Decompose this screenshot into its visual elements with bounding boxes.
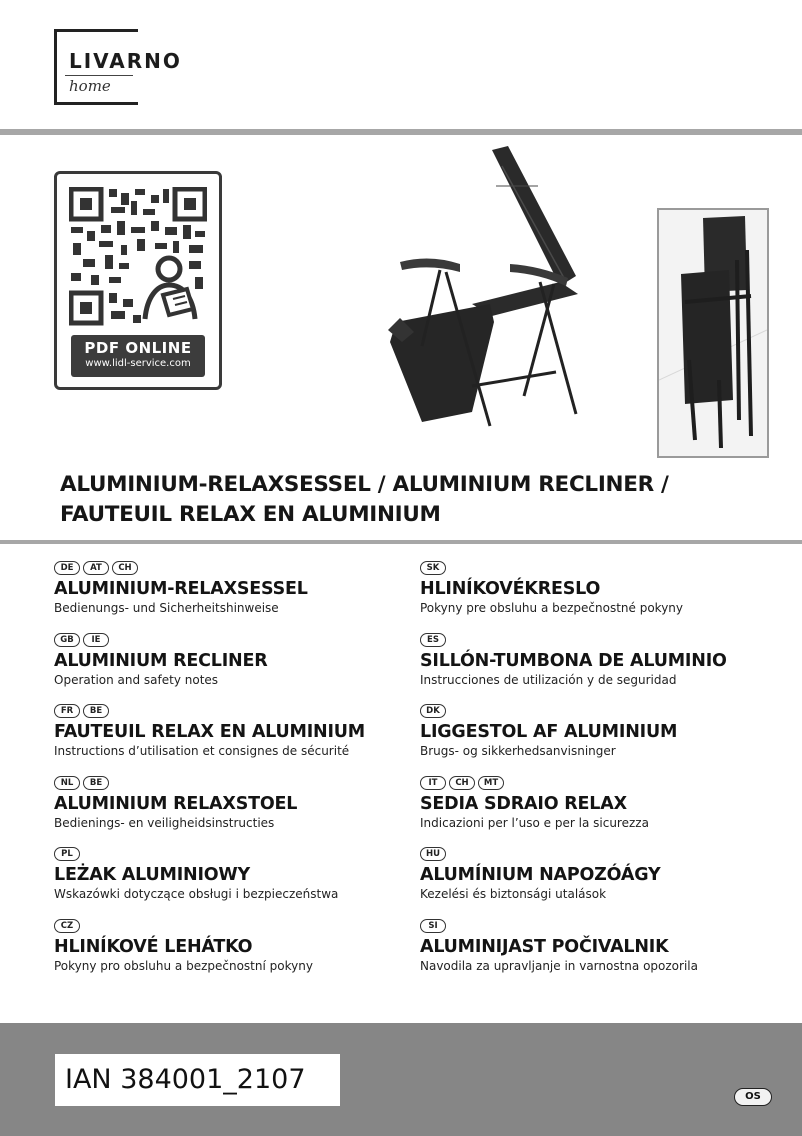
country-code-badge: CZ bbox=[54, 919, 80, 933]
title-line-1: ALUMINIUM-RELAXSESSEL / ALUMINIUM RECLINER / bbox=[60, 472, 669, 497]
language-entry-subtitle: Instrucciones de utilización y de seguridad bbox=[420, 672, 677, 687]
language-entry-title: HLINÍKOVÉ LEHÁTKO bbox=[54, 937, 253, 957]
logo-divider bbox=[65, 75, 133, 76]
language-entry-subtitle: Operation and safety notes bbox=[54, 672, 219, 687]
country-code-badge: BE bbox=[83, 704, 109, 718]
language-entry bbox=[420, 633, 727, 687]
pdf-online-title: PDF ONLINE bbox=[84, 339, 192, 357]
pdf-online-url[interactable]: www.lidl-service.com bbox=[85, 358, 191, 369]
brand-logo bbox=[54, 29, 182, 105]
country-codes bbox=[420, 919, 698, 934]
country-codes bbox=[54, 704, 365, 719]
country-code-badge: CH bbox=[449, 776, 475, 790]
language-entry-subtitle: Pokyny pro obsluhu a bezpečnostní pokyny bbox=[54, 959, 313, 973]
middle-divider bbox=[0, 540, 802, 544]
country-code-badge: MT bbox=[478, 776, 504, 790]
language-entry bbox=[54, 704, 365, 758]
language-entry-title: FAUTEUIL RELAX EN ALUMINIUM bbox=[54, 722, 366, 743]
language-entry-title: ALUMINIUM RECLINER bbox=[54, 650, 268, 671]
country-code-badge: IT bbox=[420, 776, 446, 790]
folded-chair-image bbox=[657, 208, 769, 458]
language-entry-subtitle: Indicazioni per l’uso e per la sicurezza bbox=[420, 815, 649, 830]
country-code-badge: FR bbox=[54, 704, 80, 718]
country-code-badge: SI bbox=[420, 919, 446, 933]
country-code-badge: AT bbox=[83, 561, 109, 575]
logo-brand-text: LIVARNO bbox=[69, 49, 182, 73]
language-entry-subtitle: Instructions d’utilisation et consignes de sécurité bbox=[54, 744, 350, 759]
country-code-badge: IE bbox=[83, 633, 109, 647]
language-entry bbox=[54, 919, 313, 973]
document-title bbox=[60, 470, 780, 530]
country-codes bbox=[54, 847, 338, 862]
country-code-badge: CH bbox=[112, 561, 138, 575]
country-codes bbox=[420, 633, 727, 648]
country-codes bbox=[54, 776, 297, 791]
language-entry-title: LEŻAK ALUMINIOWY bbox=[54, 865, 251, 886]
top-divider bbox=[0, 129, 802, 135]
language-entry-title: HLINÍKOVÉKRESLO bbox=[420, 579, 601, 599]
language-entry bbox=[420, 704, 677, 758]
language-entry bbox=[54, 633, 268, 687]
language-entry-title: SILLÓN-TUMBONA DE ALUMINIO bbox=[420, 650, 727, 671]
country-codes bbox=[420, 776, 649, 791]
folded-chair-illustration bbox=[659, 210, 767, 456]
qr-code-box bbox=[54, 171, 222, 390]
qr-code-icon bbox=[69, 187, 207, 327]
country-code-badge: DE bbox=[54, 561, 80, 575]
language-entry-subtitle: Kezelési és biztonsági utalások bbox=[420, 887, 607, 902]
language-entry-subtitle: Bedienungs- und Sicherheitshinweise bbox=[54, 601, 279, 615]
language-entry bbox=[54, 561, 308, 615]
country-code-badge: GB bbox=[54, 633, 80, 647]
language-entry-title: SEDIA SDRAIO RELAX bbox=[420, 793, 627, 814]
os-badge: OS bbox=[734, 1088, 772, 1106]
language-entry-title: ALUMINIUM RELAXSTOEL bbox=[54, 793, 298, 814]
country-code-badge: SK bbox=[420, 561, 446, 575]
country-code-badge: NL bbox=[54, 776, 80, 790]
country-code-badge: PL bbox=[54, 847, 80, 861]
country-code-badge: BE bbox=[83, 776, 109, 790]
title-line-2: FAUTEUIL RELAX EN ALUMINIUM bbox=[60, 502, 441, 527]
language-entry bbox=[420, 919, 698, 973]
language-entry-title: LIGGESTOL AF ALUMINIUM bbox=[420, 722, 678, 743]
language-entry bbox=[420, 776, 649, 830]
country-code-badge: DK bbox=[420, 704, 446, 718]
reclining-chair-image bbox=[360, 146, 590, 446]
country-code-badge: HU bbox=[420, 847, 446, 861]
ian-number: IAN 384001_2107 bbox=[55, 1054, 340, 1106]
pdf-online-badge[interactable] bbox=[71, 335, 205, 377]
country-codes bbox=[54, 561, 308, 576]
language-entry bbox=[54, 847, 338, 901]
language-entry-subtitle: Wskazówki dotyczące obsługi i bezpieczeństwa bbox=[54, 887, 339, 902]
country-codes bbox=[420, 561, 683, 576]
country-code-badge: ES bbox=[420, 633, 446, 647]
language-entry-subtitle: Brugs- og sikkerhedsanvisninger bbox=[420, 744, 616, 759]
country-codes bbox=[420, 704, 677, 719]
language-entry-subtitle: Pokyny pre obsluhu a bezpečnostné pokyny bbox=[420, 601, 684, 615]
country-codes bbox=[420, 847, 660, 862]
language-entry-subtitle: Navodila za upravljanje in varnostna opozorila bbox=[420, 959, 698, 973]
language-entry bbox=[420, 561, 683, 615]
language-entry bbox=[420, 847, 660, 901]
language-entry-title: ALUMÍNIUM NAPOZÓÁGY bbox=[420, 865, 661, 886]
language-entry-subtitle: Bedienings- en veiligheidsinstructies bbox=[54, 815, 275, 830]
country-codes bbox=[54, 633, 268, 648]
logo-sub-text: home bbox=[69, 77, 111, 95]
language-entry bbox=[54, 776, 297, 830]
language-entry-title: ALUMINIUM-RELAXSESSEL bbox=[54, 579, 308, 599]
footer-bar bbox=[0, 1023, 802, 1136]
country-codes bbox=[54, 919, 313, 934]
language-entry-title: ALUMINIJAST POČIVALNIK bbox=[420, 937, 669, 957]
